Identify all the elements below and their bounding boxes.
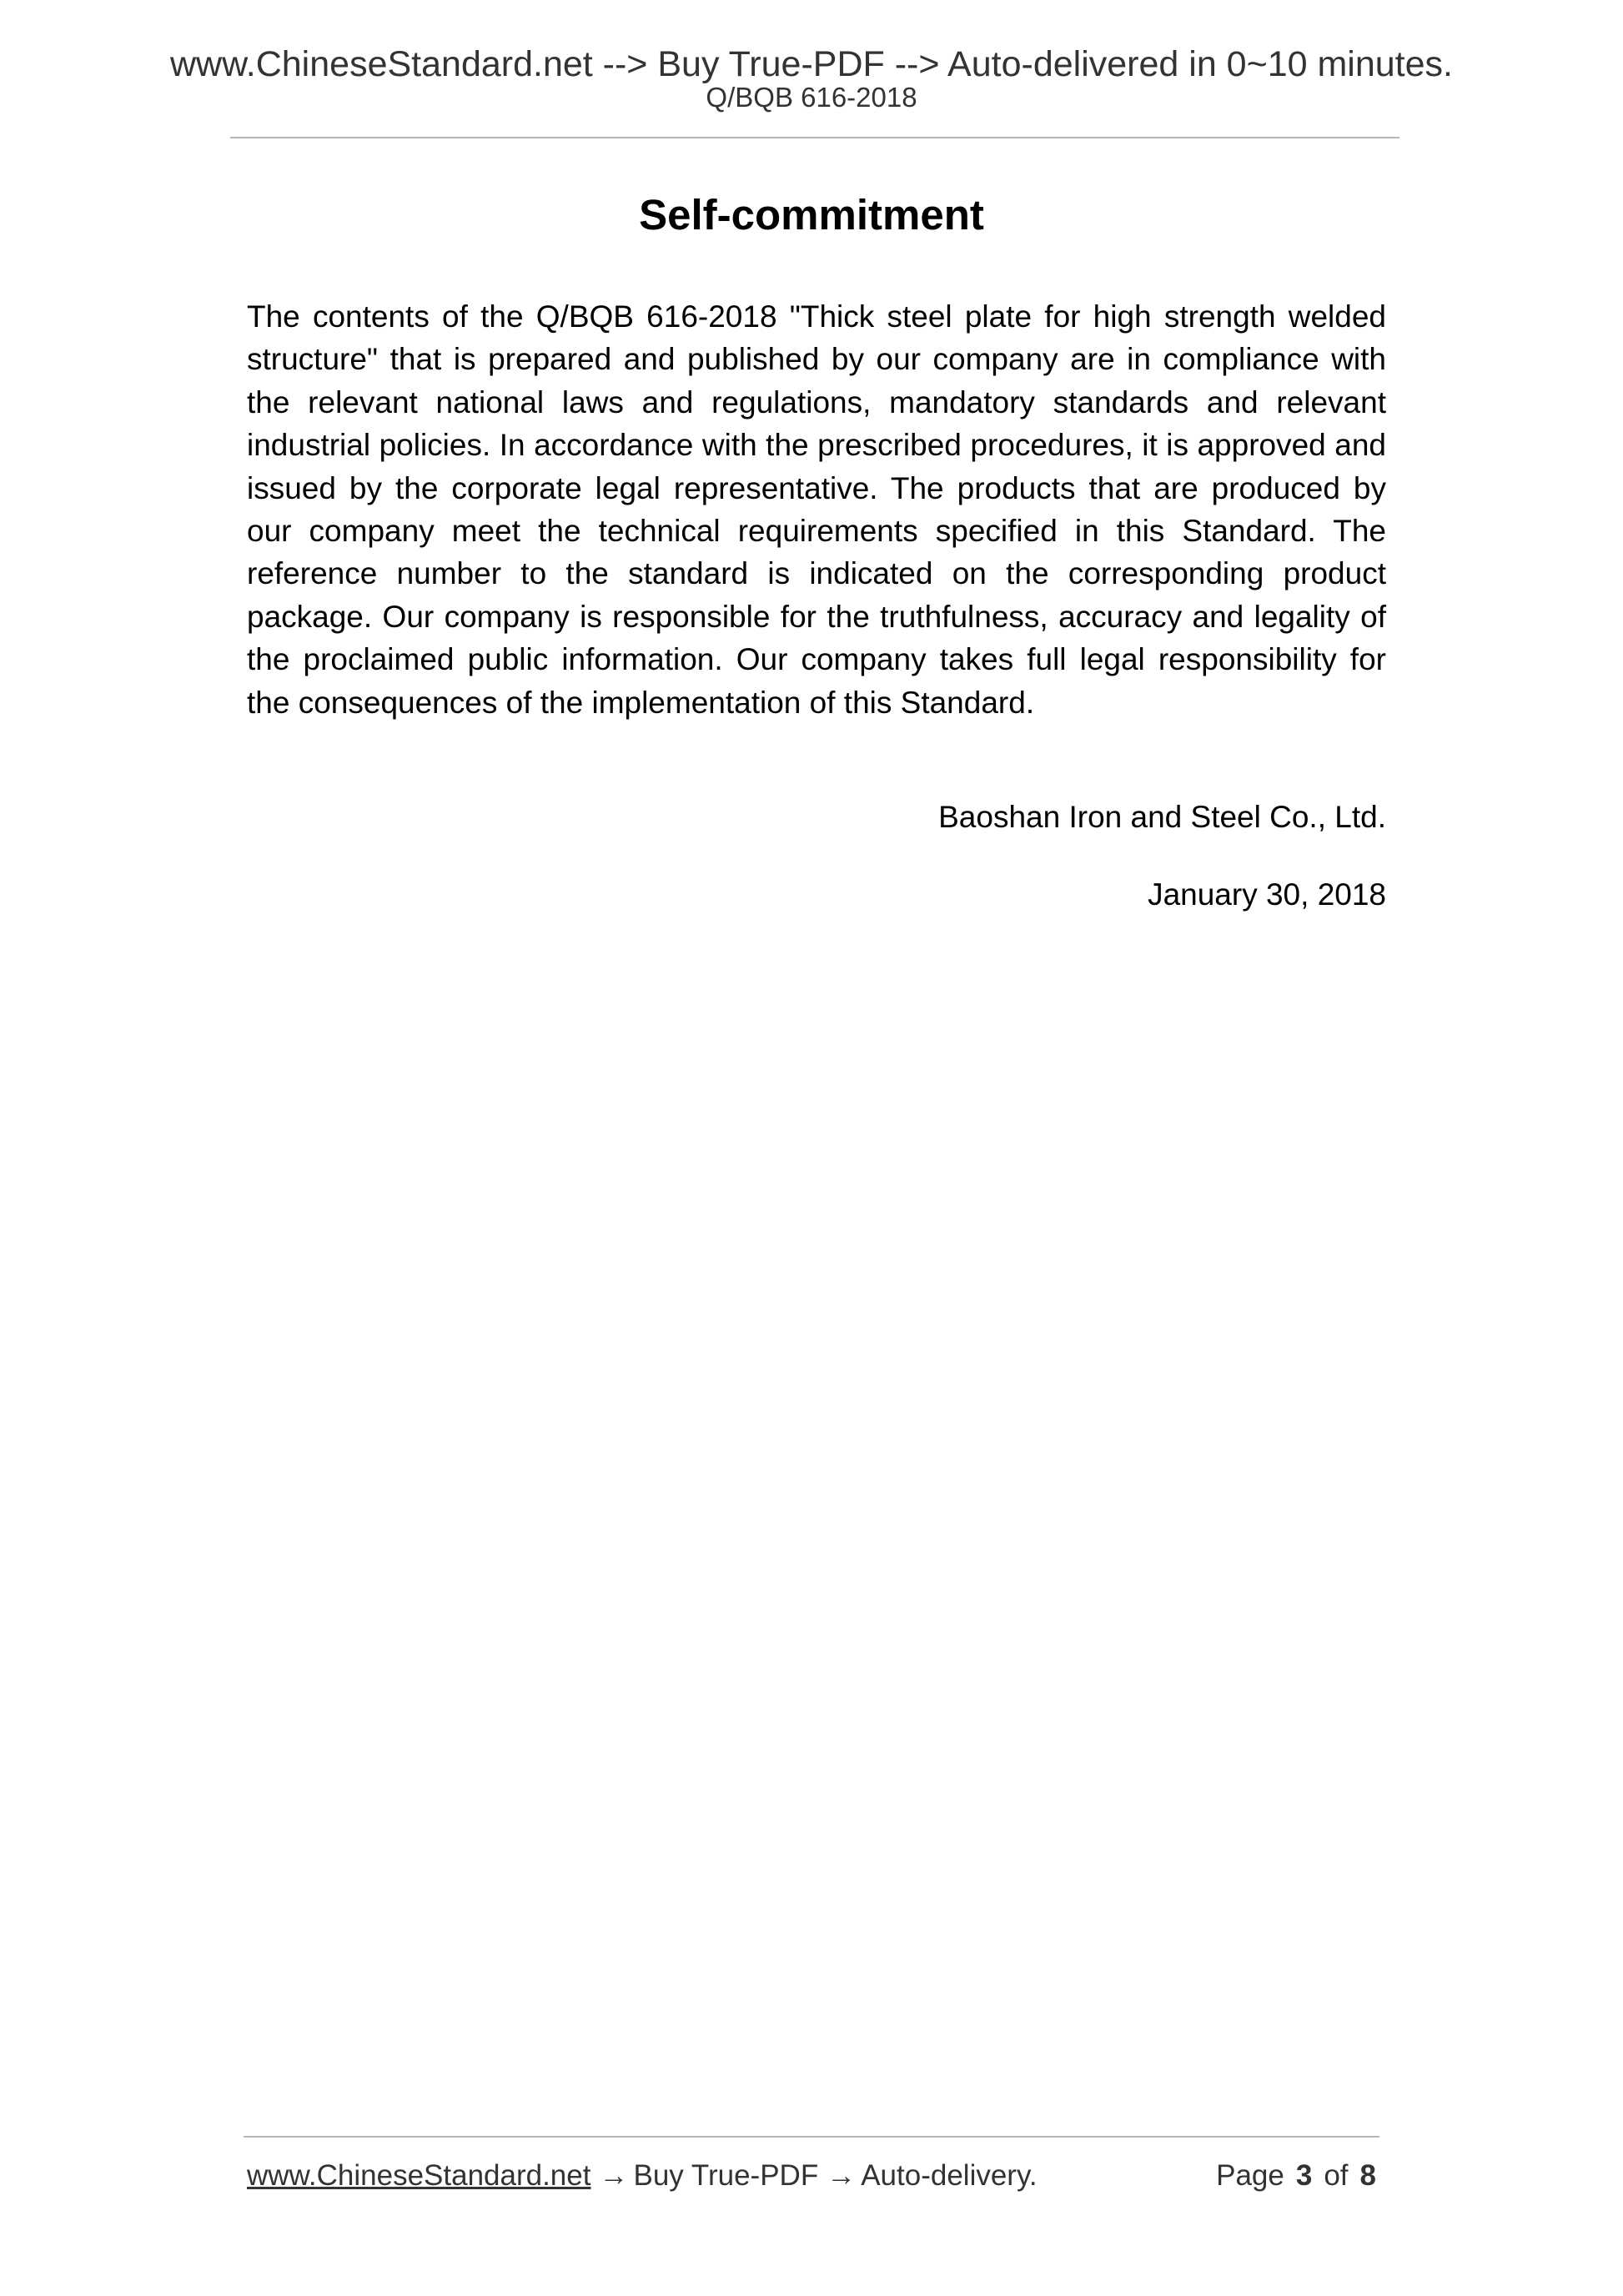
commitment-paragraph: The contents of the Q/BQB 616-2018 "Thick steel plate for high strength welded structure" that is prepared and published by our company are in compliance with the relevant national laws and regulations, mandatory standards and relevant industrial policies. In accordance with the prescribed procedures, it is approved and issued by the corporate legal representative. The products that are produced by our company meet the technical requirements specified in this Standard. The reference number to the standard is indicated on the corresponding product package. Our company is responsible for the truthfulness, accuracy and legality of the proclaimed public information. Our company takes full legal responsibility for the consequences of the implementation of this Standard. xyxy=(247,299,1386,720)
signatory-company: Baoshan Iron and Steel Co., Ltd. xyxy=(938,800,1386,834)
footer-delivery-label: Auto-delivery. xyxy=(861,2159,1038,2192)
page-title: Self-commitment xyxy=(639,191,984,239)
header-divider xyxy=(230,137,1399,138)
page-label: Page xyxy=(1216,2159,1284,2192)
footer-site-link[interactable]: www.ChineseStandard.net xyxy=(247,2159,591,2192)
page-current: 3 xyxy=(1295,2159,1313,2192)
footer-promo xyxy=(247,2158,1038,2194)
footer-divider xyxy=(244,2136,1379,2138)
document-code: Q/BQB 616-2018 xyxy=(706,82,917,113)
header-banner: www.ChineseStandard.net --> Buy True-PDF --> Auto-delivered in 0~10 minutes. xyxy=(169,44,1453,84)
footer-buy-label: Buy True-PDF xyxy=(633,2159,819,2192)
page-total: 8 xyxy=(1359,2159,1376,2192)
right-arrow-icon: → xyxy=(827,2159,857,2192)
signature-date: January 30, 2018 xyxy=(1148,877,1386,912)
page-indicator xyxy=(1216,2158,1376,2194)
page-of-label: of xyxy=(1324,2159,1349,2192)
right-arrow-icon: → xyxy=(599,2159,629,2192)
